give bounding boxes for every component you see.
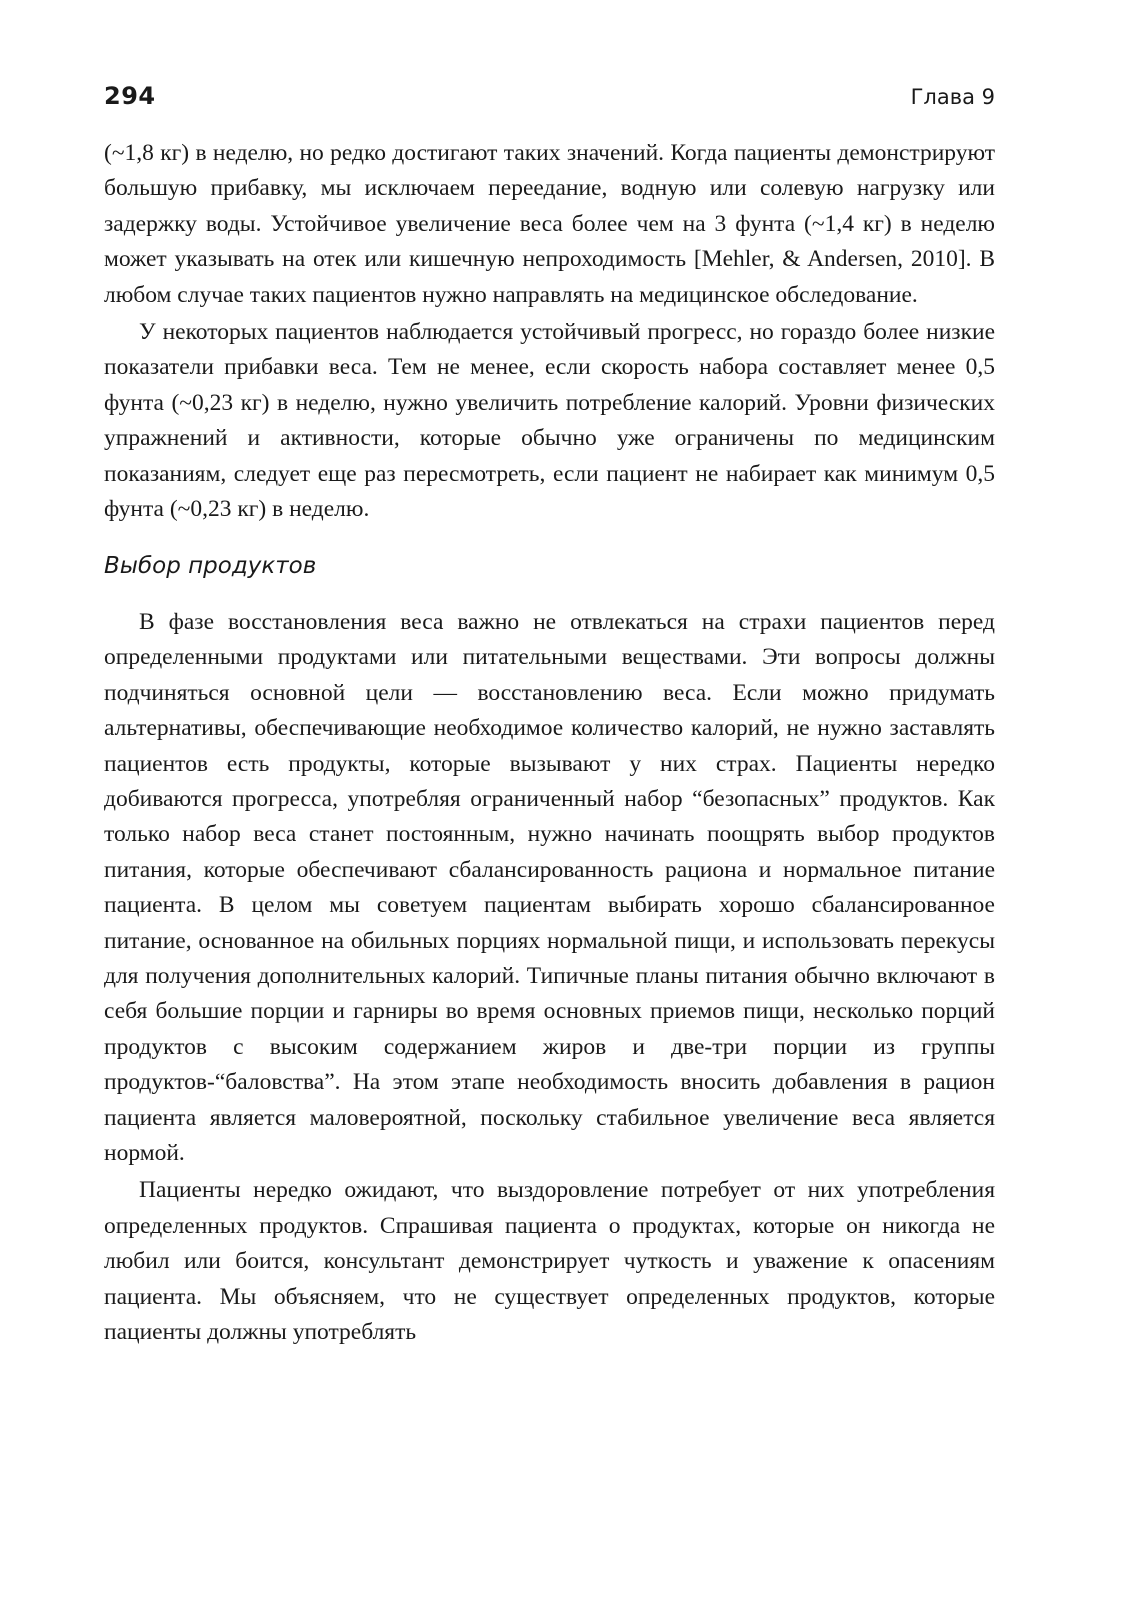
chapter-label: Глава 9 <box>910 85 995 109</box>
body-text <box>104 136 995 1350</box>
paragraph: В фазе восстановления веса важно не отвлекаться на страхи пациентов перед определенными продуктами или питательными веществами. Эти вопросы должны подчиняться основной цели — восстановлению веса. Если можно придумать альтернативы, обеспечивающие необходимое количество калорий, не нужно заставлять пациентов есть продукты, которые вызывают у них страх. Пациенты нередко добиваются прогресса, употребляя ограниченный набор “безопасных” продуктов. Как только набор веса станет постоянным, нужно начинать поощрять выбор продуктов питания, которые обеспечивают сбалансированность рациона и нормальное питание пациента. В целом мы советуем пациентам выбирать хорошо сбалансированное питание, основанное на обильных порциях нормальной пищи, и использовать перекусы для получения дополнительных калорий. Типичные планы питания обычно включают в себя большие порции и гарниры во время основных приемов пищи, несколько порций продуктов с высоким содержанием жиров и две-три порции из группы продуктов-“баловства”. На этом этапе необходимость вносить добавления в рацион пациента является маловероятной, поскольку стабильное увеличение веса является нормой. <box>104 608 995 1166</box>
page-number: 294 <box>104 82 156 110</box>
paragraph-continued: (~1,8 кг) в неделю, но редко достигают таких значений. Когда пациенты демонстрируют большую прибавку, мы исключаем переедание, водную или солевую нагрузку или задержку воды. Устойчивое увеличение веса более чем на 3 фунта (~1,4 кг) в неделю может указывать на отек или кишечную непроходимость [Mehler, & Andersen, 2010]. В любом случае таких пациентов нужно направлять на медицинское обследование. <box>104 140 995 308</box>
section-heading: Выбор продуктов <box>104 553 317 580</box>
paragraph: У некоторых пациентов наблюдается устойчивый прогресс, но гораздо более низкие показатели прибавки веса. Тем не менее, если скорость набора составляет менее 0,5 фунта (~0,23 кг) в неделю, нужно увеличить потребление калорий. Уровни физических упражнений и активности, которые обычно уже ограничены по медицинским показаниям, следует еще раз пересмотреть, если пациент не набирает как минимум 0,5 фунта (~0,23 кг) в неделю. <box>104 319 995 523</box>
running-header <box>104 82 995 126</box>
book-page <box>104 82 995 1350</box>
paragraph: Пациенты нередко ожидают, что выздоровление потребует от них употребления определенных продуктов. Спрашивая пациента о продуктах, которые он никогда не любил или боится, консультант демонстрирует чуткость и уважение к опасениям пациента. Мы объясняем, что не существует определенных продуктов, которые пациенты должны употреблять <box>104 1177 995 1345</box>
